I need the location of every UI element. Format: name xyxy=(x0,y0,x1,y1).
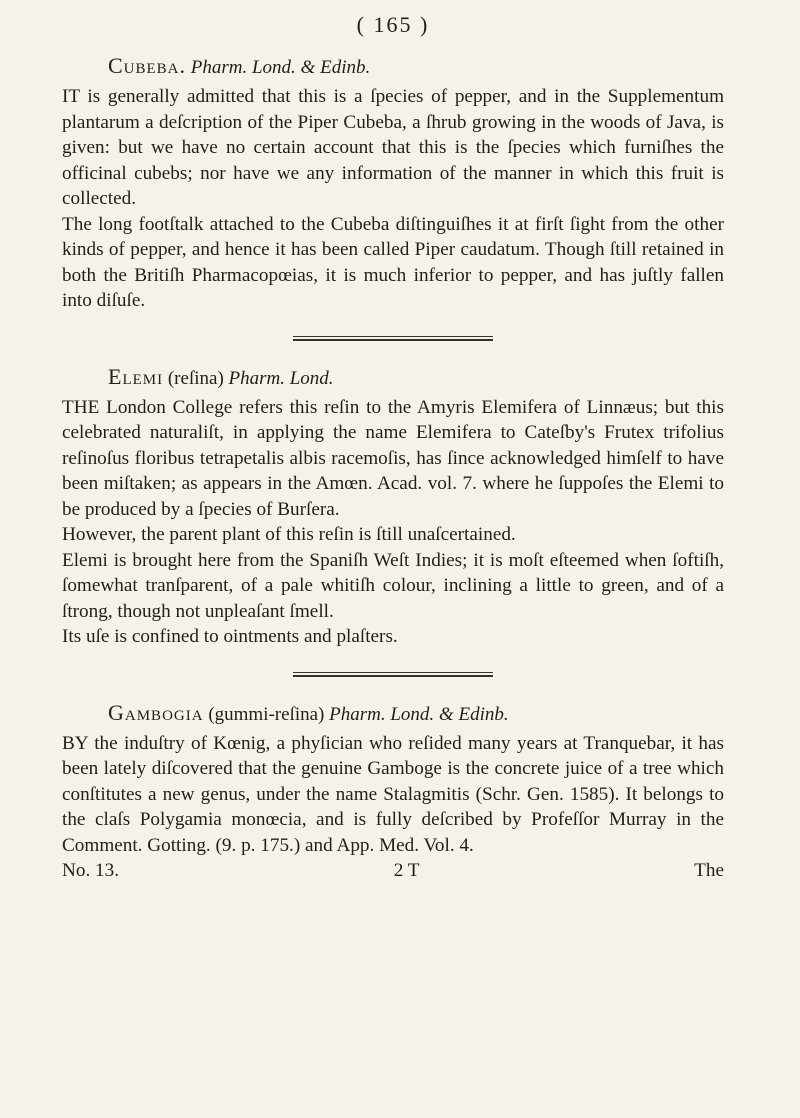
page-number: ( 165 ) xyxy=(356,12,430,37)
signature-mark: 2 T xyxy=(393,860,420,881)
number-mark: No. 13. xyxy=(62,860,120,881)
entry-name: Cubeba. xyxy=(108,53,187,78)
entry-qualifier: (reſina) xyxy=(167,367,224,389)
catchword: The xyxy=(694,860,724,881)
page-footer xyxy=(62,858,724,883)
pharmacopoeia-reference: Pharm. Lond. & Edinb. xyxy=(329,703,509,725)
entry-name: Elemi xyxy=(108,363,164,389)
paragraph: Its uſe is confined to ointments and plaſters. xyxy=(62,626,398,647)
entry-heading-gambogia xyxy=(62,699,724,729)
entry-heading-cubeba xyxy=(62,52,724,82)
entry-heading-elemi xyxy=(62,363,724,393)
entry-name: Gambogia xyxy=(108,699,204,725)
page xyxy=(62,12,724,883)
entry-qualifier: (gummi-reſina) xyxy=(208,703,325,725)
paragraph: IT is generally admitted that this is a ſpecies of pepper, and in the Supplementum plantarum a deſcription of the Piper Cubeba, a ſhrub growing in the woods of Java, is given: but we have no certain account that this is the ſpecies which furniſhes the officinal cubebs; nor have we any information of the manner in which this fruit is collected. xyxy=(62,86,724,209)
paragraph: BY the induſtry of Kœnig, a phyſician who reſided many years at Tranquebar, it has been lately diſcovered that the genuine Gamboge is the concrete juice of a tree which conſtitutes a new genus, under the name Stalagmitis (Schr. Gen. 1585). It belongs to the claſs Polygamia monœcia, and is fully deſcribed by Profeſſor Murray in the Comment. Gotting. (9. p. 175.) and App. Med. Vol. 4. xyxy=(62,732,724,856)
section-divider xyxy=(293,672,493,677)
paragraph: Elemi is brought here from the Spaniſh Weſt Indies; it is moſt eſteemed when ſoftiſh, ſomewhat tranſparent, of a pale whitiſh colour, inclining a little to green, and of a ſtrong, though not unpleaſant ſmell. xyxy=(62,549,724,622)
paragraph: However, the parent plant of this reſin is ſtill unaſcertained. xyxy=(62,524,516,545)
pharmacopoeia-reference: Pharm. Lond. & Edinb. xyxy=(190,57,371,78)
pharmacopoeia-reference: Pharm. Lond. xyxy=(228,367,334,389)
paragraph: THE London College refers this reſin to the Amyris Elemifera of Linnæus; but this celebrated naturaliſt, in applying the name Elemifera to Cateſby's Frutex trifolius reſinoſus floribus tetrapetalis albis racemoſis, has ſince acknowledged himſelf to have been miſtaken; as appears in the Amœn. Acad. vol. 7. where he ſuppoſes the Elemi to be produced by a ſpecies of Burſera. xyxy=(62,396,724,520)
paragraph: The long footſtalk attached to the Cubeba diſtinguiſhes it at firſt ſight from the other kinds of pepper, and hence it has been called Piper caudatum. Though ſtill retained in both the Britiſh Pharmacopœias, it is much inferior to pepper, and has juſtly fallen into diſuſe. xyxy=(62,213,724,311)
section-divider xyxy=(293,336,493,341)
